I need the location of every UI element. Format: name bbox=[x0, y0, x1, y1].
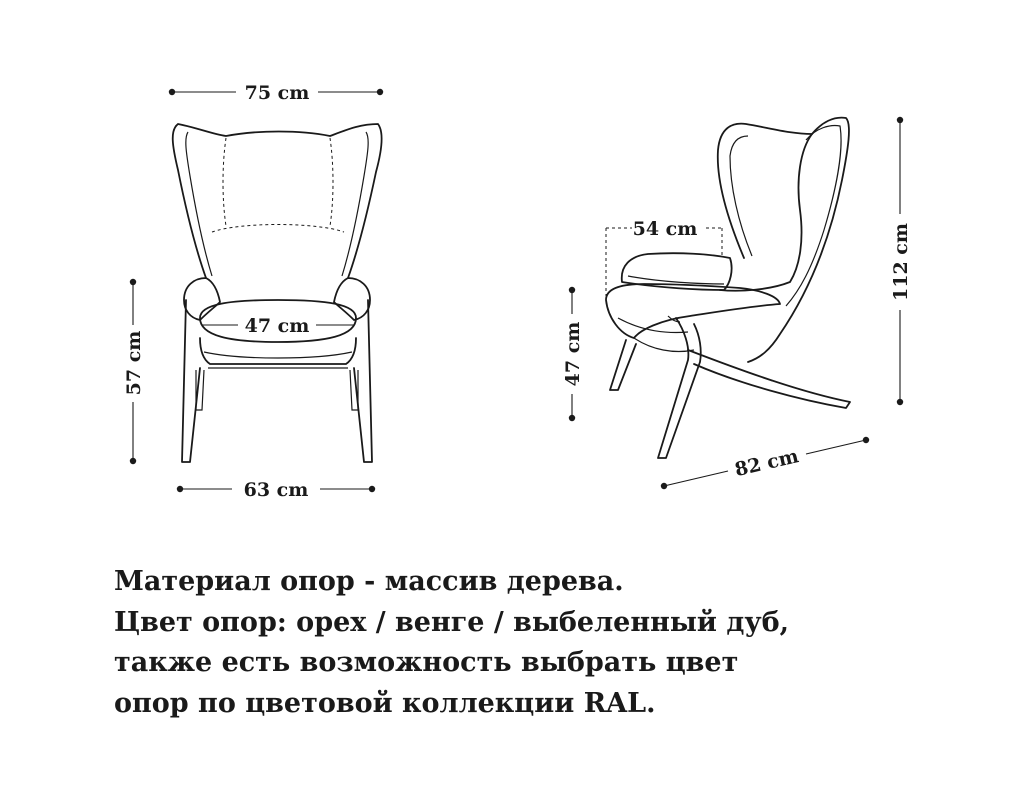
label-front-width-75: 75 cm bbox=[244, 82, 310, 104]
label-side-seat-height-47: 47 cm bbox=[562, 321, 584, 387]
dimension-side-seat-height-47 bbox=[562, 287, 584, 421]
label-front-seat-width-47: 47 cm bbox=[244, 315, 310, 337]
material-notes bbox=[114, 562, 994, 724]
label-front-seat-height-57: 57 cm bbox=[123, 330, 145, 396]
dimension-front-seat-width-47 bbox=[202, 315, 354, 337]
front-view-chair bbox=[173, 124, 382, 462]
label-side-total-depth-82: 82 cm bbox=[732, 445, 801, 482]
dimension-front-width-75 bbox=[169, 82, 383, 104]
dimension-front-base-width-63 bbox=[177, 479, 375, 501]
dimension-front-seat-height-57 bbox=[123, 279, 145, 464]
dimension-side-total-depth-82 bbox=[661, 437, 869, 489]
note-line-material: Материал опор - массив дерева. bbox=[114, 566, 624, 597]
side-view-chair bbox=[606, 118, 850, 458]
label-front-base-width-63: 63 cm bbox=[243, 479, 309, 501]
dimension-side-total-height-112 bbox=[890, 117, 912, 405]
note-line-option: также есть возможность выбрать цвет bbox=[114, 647, 739, 678]
label-side-total-height-112: 112 cm bbox=[890, 223, 912, 301]
note-line-ral: опор по цветовой коллекции RAL. bbox=[114, 687, 656, 719]
note-line-colors: Цвет опор: орех / венге / выбеленный дуб, bbox=[114, 606, 790, 638]
label-side-seat-depth-54: 54 cm bbox=[632, 218, 698, 240]
